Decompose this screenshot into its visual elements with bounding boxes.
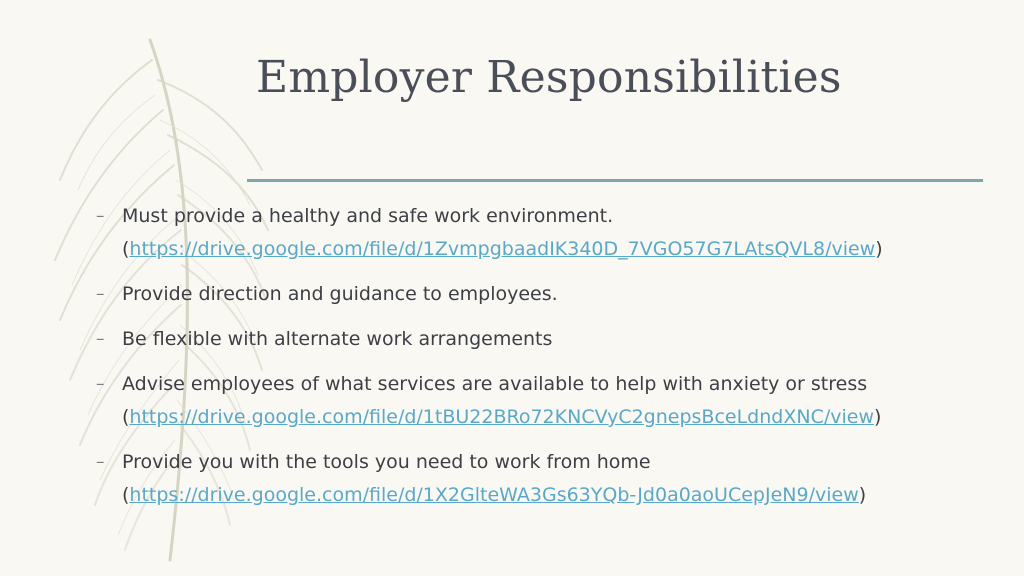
open-paren: (: [122, 406, 130, 428]
list-item: [96, 323, 996, 356]
page-title: Employer Responsibilities: [256, 52, 842, 103]
list-item: [96, 200, 996, 266]
bullet-list: [96, 200, 996, 524]
bullet-link-line: [122, 233, 996, 266]
close-paren: ): [874, 406, 882, 428]
open-paren: (: [122, 238, 130, 260]
dash-bullet-icon: –: [96, 374, 105, 394]
bullet-text: Provide direction and guidance to employees.: [122, 283, 558, 305]
list-item: [96, 368, 996, 434]
close-paren: ): [858, 484, 867, 506]
bullet-text: Provide you with the tools you need to work from home: [122, 451, 651, 473]
resource-link[interactable]: https://drive.google.com/file/d/1X2GlteWA3Gs63YQb-Jd0a0aoUCepJeN9/view: [129, 484, 859, 506]
bullet-text: Be flexible with alternate work arrangements: [122, 328, 553, 350]
bullet-text: Advise employees of what services are available to help with anxiety or stress: [122, 373, 868, 395]
bullet-link-line: [122, 479, 996, 512]
dash-bullet-icon: –: [96, 452, 105, 472]
bullet-text: Must provide a healthy and safe work environment.: [122, 205, 614, 227]
dash-bullet-icon: –: [96, 206, 105, 226]
resource-link[interactable]: https://drive.google.com/file/d/1tBU22BRo72KNCVyC2gnepsBceLdndXNC/view: [129, 406, 874, 428]
close-paren: ): [875, 238, 883, 260]
list-item: [96, 446, 996, 512]
bullet-link-line: [122, 401, 996, 434]
dash-bullet-icon: –: [96, 329, 105, 349]
resource-link[interactable]: https://drive.google.com/file/d/1ZvmpgbaadIK340D_7VGO57G7LAtsQVL8/view: [129, 238, 876, 260]
dash-bullet-icon: –: [96, 284, 105, 304]
title-divider: [247, 179, 983, 182]
open-paren: (: [122, 484, 130, 506]
list-item: [96, 278, 996, 311]
